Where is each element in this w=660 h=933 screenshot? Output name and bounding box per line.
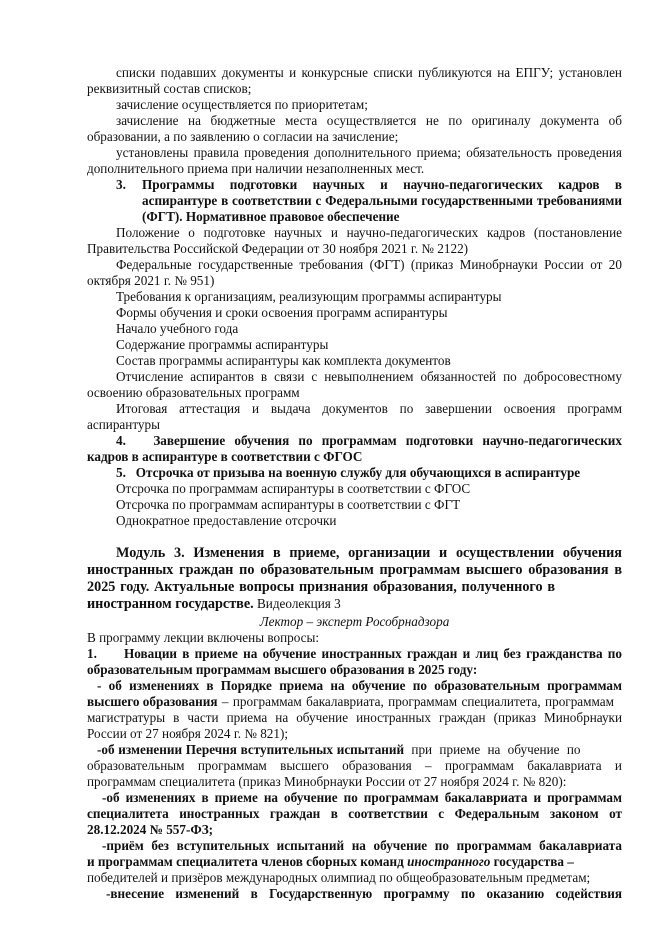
section-heading: аспирантуре в соответствии с Федеральными государственными требованиями	[142, 193, 622, 208]
bullet-heading: -внесение изменений в Государственную программу по оказанию содействия	[106, 886, 622, 901]
list-item: Отсрочка по программам аспирантуры в соответствии с ФГОС	[116, 481, 471, 496]
bullet-line: образовательным программам высшего образования – программам бакалавриата и	[87, 758, 622, 773]
bullet-heading: и программам специалитета членов сборных команд	[87, 854, 408, 869]
list-item: Положение о подготовке научных и научно-педагогических кадров (постановление	[116, 225, 622, 240]
item-heading: образовательным программам высшего образования в 2025 году:	[87, 662, 478, 677]
module-format: Видеолекция 3	[253, 596, 341, 611]
bullet-line: победителей и призёров международных олимпиад по общеобразовательным предметам;	[87, 870, 591, 885]
bullet-line	[87, 694, 622, 710]
list-item: Формы обучения и сроки освоения программ аспирантуры	[116, 305, 448, 320]
bullet-line	[87, 854, 574, 870]
bullet-text: – программам бакалавриата, программам специалитета, программам	[217, 694, 614, 709]
lecturer: Лектор – эксперт Рособрнадзора	[259, 614, 450, 629]
list-item: Итоговая аттестация и выдача документов по завершении освоения программ	[116, 401, 622, 416]
section-heading: 4. Завершение обучения по программам подготовки научно-педагогических	[116, 433, 622, 448]
section-heading: кадров в аспирантуре в соответствии с ФГОС	[87, 449, 363, 464]
section-heading: 5. Отсрочка от призыва на военную службу для обучающихся в аспирантуре	[116, 465, 581, 480]
module-title: иностранном государстве.	[87, 596, 254, 612]
module-title: Модуль 3. Изменения в приеме, организации и осуществлении обучения	[116, 545, 622, 561]
bullet-text: при приеме на обучение по	[404, 742, 581, 757]
list-item: Однократное предоставление отсрочки	[116, 513, 337, 528]
intro-text: В программу лекции включены вопросы:	[87, 630, 320, 645]
paragraph-line: образовании, а по заявлению о согласии на зачисление;	[87, 129, 399, 144]
list-item: аспирантуры	[87, 417, 160, 432]
paragraph-line: установлены правила проведения дополнительного приема; обязательность проведения	[116, 145, 622, 160]
list-item: Требования к организациям, реализующим программы аспирантуры	[116, 289, 502, 304]
section-heading: (ФГТ). Нормативное правовое обеспечение	[142, 209, 400, 224]
list-item: Федеральные государственные требования (ФГТ) (приказ Минобрнауки России от 20	[116, 257, 622, 272]
list-item: Отсрочка по программам аспирантуры в соответствии с ФГТ	[116, 497, 461, 512]
list-item: Содержание программы аспирантуры	[116, 337, 329, 352]
paragraph-line: реквизитный состав списков;	[87, 81, 252, 96]
list-item: Состав программы аспирантуры как комплекта документов	[116, 353, 451, 368]
module-title: 2025 году. Актуальные вопросы признания образования, полученного в	[87, 579, 555, 595]
list-item: октября 2021 г. № 951)	[87, 273, 215, 288]
list-item: Отчисление аспирантов в связи с невыполнением обязанностей по добросовестному	[116, 369, 622, 384]
list-item: Начало учебного года	[116, 321, 239, 336]
bullet-heading: высшего образования	[87, 694, 218, 709]
bullet-heading: - об изменениях в Порядке приема на обучение по образовательным программам	[97, 678, 622, 693]
list-item: Правительства Российской Федерации от 30 ноября 2021 г. № 2122)	[87, 241, 469, 256]
module-title: иностранных граждан по образовательным программам высшего образования в	[87, 562, 622, 578]
bullet-heading: -об изменении Перечня вступительных испытаний	[97, 742, 405, 757]
bullet-line: магистратуры в части приема на обучение иностранных граждан (приказ Минобрнауки	[87, 710, 622, 725]
paragraph-line: зачисление осуществляется по приоритетам;	[116, 97, 368, 112]
bullet-heading-italic: иностранного	[407, 854, 491, 869]
bullet-heading: государства –	[490, 854, 574, 869]
module-title-line	[87, 596, 341, 612]
item-heading: Новации в приеме на обучение иностранных граждан и лиц без гражданства по	[124, 646, 622, 661]
list-item: освоению образовательных программ	[87, 385, 300, 400]
section-heading: Программы подготовки научных и научно-педагогических кадров в	[142, 177, 622, 192]
bullet-line	[97, 742, 580, 758]
bullet-line: России от 27 ноября 2024 г. № 821);	[87, 726, 289, 741]
bullet-heading: -приём без вступительных испытаний на обучение по программам бакалавриата	[102, 838, 622, 853]
item-number: 1.	[87, 646, 97, 661]
section-number: 3.	[116, 177, 126, 192]
bullet-heading: -об изменениях в приеме на обучение по программам бакалавриата и программам	[102, 790, 622, 805]
bullet-heading: 28.12.2024 № 557-ФЗ;	[87, 822, 214, 837]
paragraph-line: дополнительного приема при наличии незаполненных мест.	[87, 161, 425, 176]
paragraph-line: списки подавших документы и конкурсные списки публикуются на ЕПГУ; установлен	[116, 65, 622, 80]
bullet-line: программам специалитета (приказ Минобрнауки России от 27 ноября 2024 г. № 820):	[87, 774, 567, 789]
paragraph-line: зачисление на бюджетные места осуществляется не по оригиналу документа об	[116, 113, 622, 128]
bullet-heading: специалитета иностранных граждан в соответствии с Федеральным законом от	[87, 806, 622, 821]
